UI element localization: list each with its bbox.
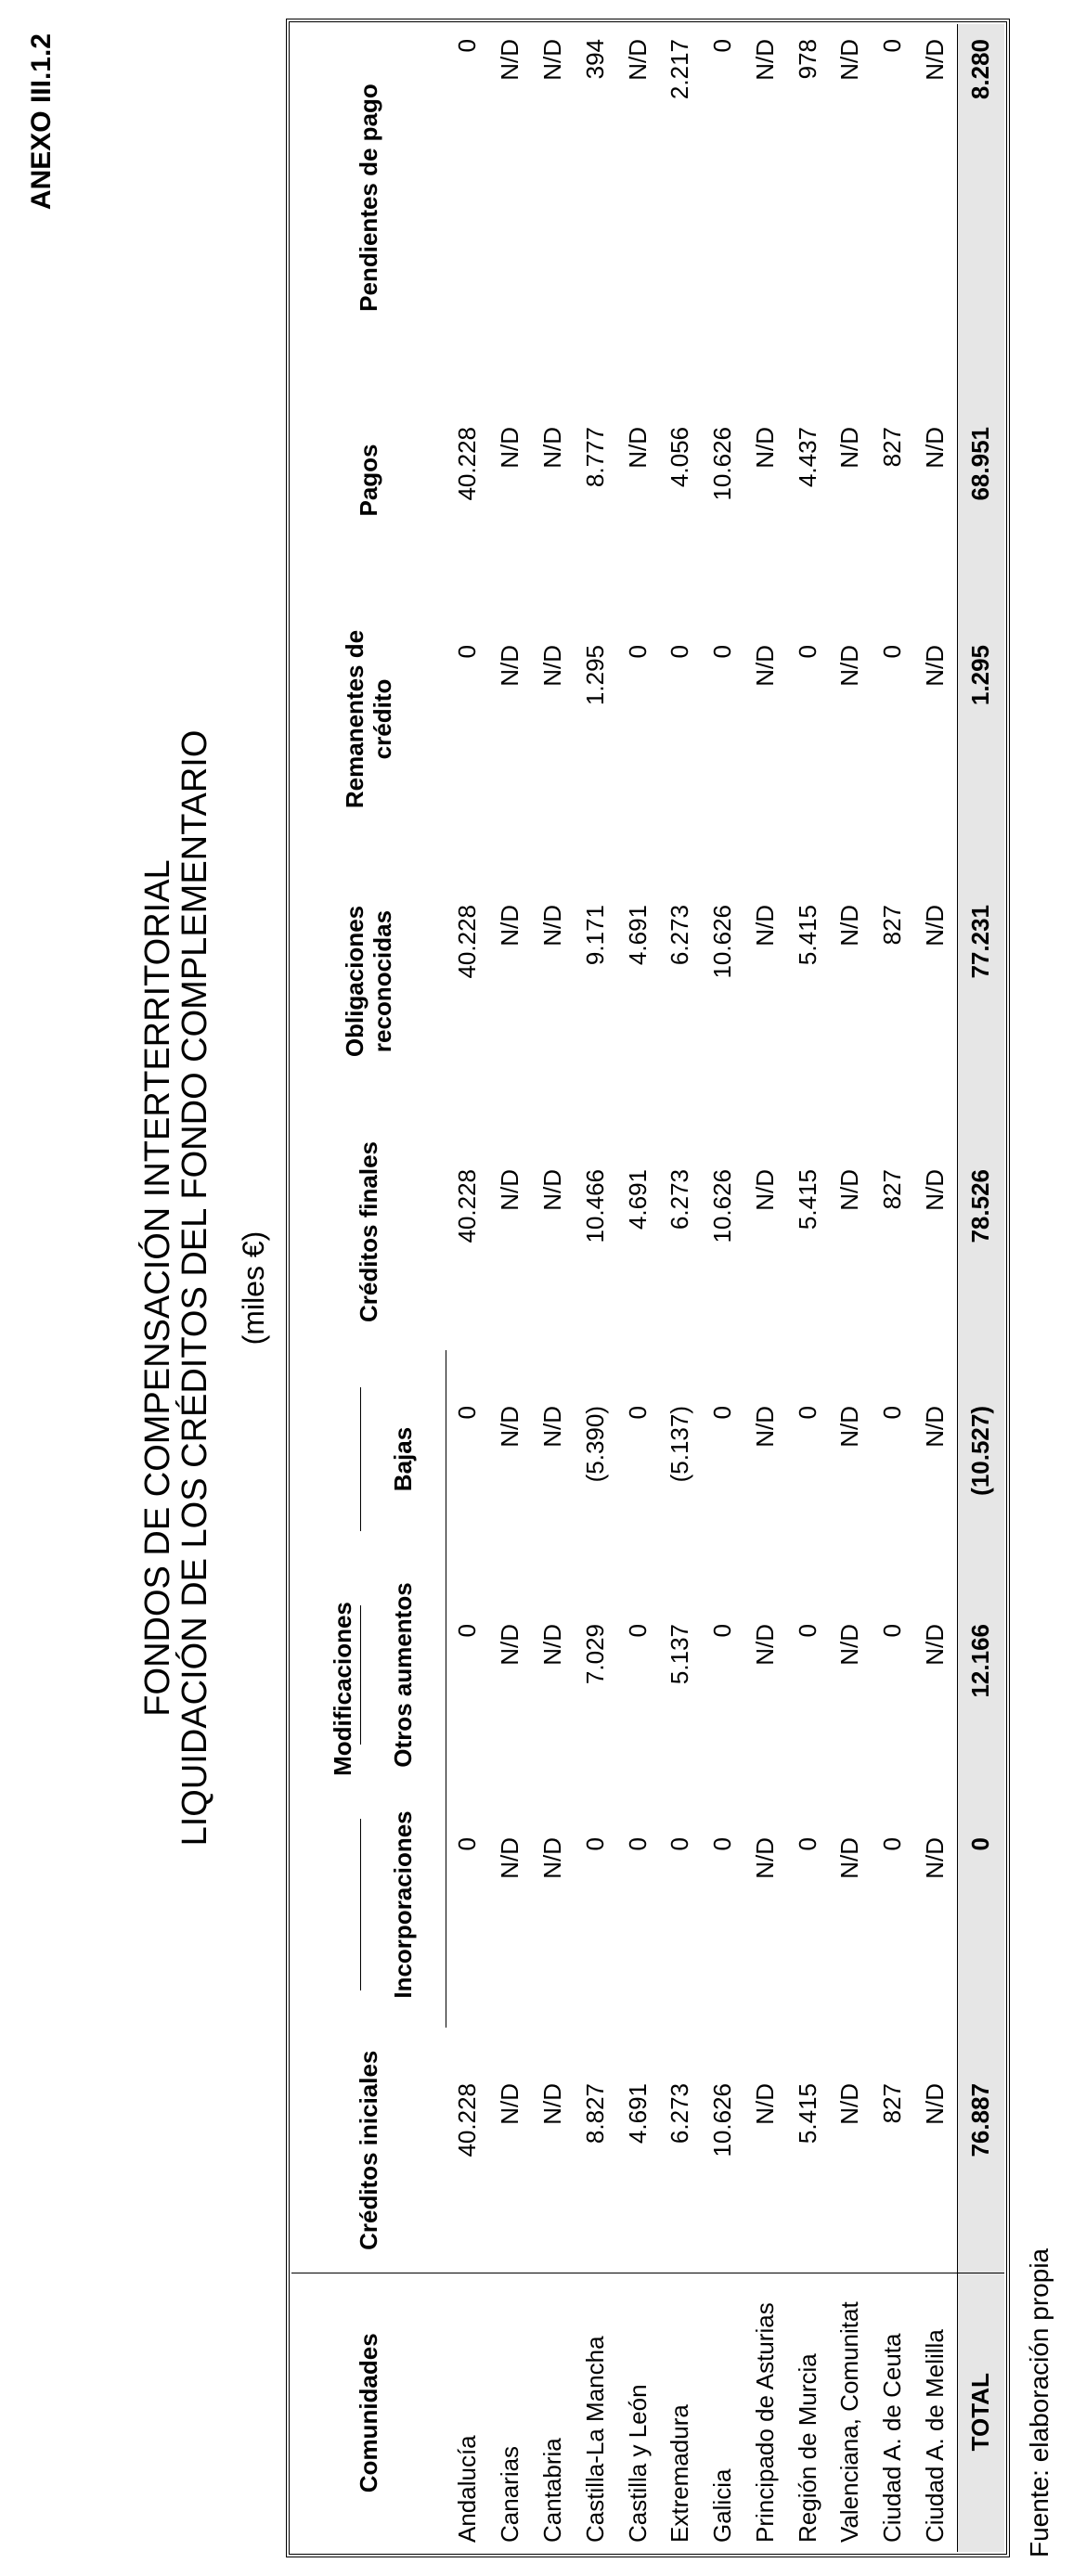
value-cell: 0 <box>708 1837 737 1851</box>
value-cell: N/D <box>750 905 779 947</box>
value-cell: N/D <box>921 1406 950 1448</box>
value-cell: N/D <box>921 1837 950 1879</box>
value-cell: N/D <box>538 2083 567 2125</box>
value-cell: N/D <box>750 2083 779 2125</box>
value-cell: N/D <box>835 39 864 81</box>
value-cell: N/D <box>835 645 864 687</box>
value-cell: 5.137 <box>666 1624 694 1685</box>
value-cell: N/D <box>623 427 652 469</box>
table-row <box>616 24 659 2552</box>
value-cell: 4.056 <box>666 427 694 488</box>
value-cell: N/D <box>496 645 524 687</box>
table-row <box>446 24 489 2552</box>
liquidation-table <box>291 24 1004 2552</box>
value-cell: N/D <box>750 1837 779 1879</box>
value-cell: 0 <box>708 1406 737 1420</box>
header-comunidades: Comunidades <box>291 2273 446 2552</box>
header-obligaciones-reconocidas: Obligaciones reconocidas <box>341 905 397 1058</box>
value-cell: 1.295 <box>580 645 609 706</box>
value-cell: 0 <box>793 645 821 659</box>
value-cell: (5.390) <box>580 1406 609 1483</box>
value-cell: 0 <box>878 39 907 53</box>
value-cell: N/D <box>921 1624 950 1666</box>
value-cell: 827 <box>878 905 907 946</box>
table-body <box>446 24 1005 2552</box>
table-frame <box>286 19 1010 2557</box>
value-cell: 0 <box>708 1624 737 1638</box>
value-cell: N/D <box>496 905 524 947</box>
value-cell: N/D <box>496 1624 524 1666</box>
total-row <box>957 24 1004 2552</box>
comunidad-cell: TOTAL <box>957 2273 1004 2552</box>
header-modificaciones <box>291 1350 360 2028</box>
header-pendientes-de-pago: Pendientes de pago <box>355 84 383 312</box>
value-cell: 0 <box>878 1406 907 1420</box>
table-row <box>829 24 872 2552</box>
value-cell: N/D <box>496 1837 524 1879</box>
value-cell: 78.526 <box>957 1114 1004 1350</box>
value-cell: 1.295 <box>957 589 1004 849</box>
value-cell: 0 <box>453 1406 482 1420</box>
comunidad-cell: Canarias <box>489 2273 532 2552</box>
comunidad-cell: Castilla y León <box>616 2273 659 2552</box>
value-cell: 0 <box>793 1406 821 1420</box>
comunidad-cell: Cantabria <box>532 2273 575 2552</box>
value-cell: 40.228 <box>453 1169 482 1243</box>
table-row <box>872 24 914 2552</box>
value-cell: 0 <box>453 39 482 53</box>
comunidad-cell: Valenciana, Comunitat <box>829 2273 872 2552</box>
value-cell: 0 <box>878 645 907 659</box>
header-bajas: Bajas <box>360 1350 446 1568</box>
value-cell: 8.777 <box>580 427 609 488</box>
value-cell: N/D <box>750 1169 779 1211</box>
table-row <box>574 24 616 2552</box>
value-cell: 5.415 <box>793 2083 821 2145</box>
value-cell: N/D <box>921 645 950 687</box>
value-cell: 0 <box>453 1624 482 1638</box>
comunidad-cell: Principado de Asturias <box>744 2273 787 2552</box>
value-cell: 9.171 <box>580 905 609 966</box>
value-cell: N/D <box>835 427 864 469</box>
value-cell: 827 <box>878 1169 907 1210</box>
value-cell: 0 <box>453 1837 482 1851</box>
table-row <box>702 24 744 2552</box>
table-row <box>489 24 532 2552</box>
value-cell: 0 <box>453 645 482 659</box>
value-cell: 4.691 <box>623 1169 652 1230</box>
value-cell: 4.691 <box>623 905 652 966</box>
value-cell: 0 <box>793 1837 821 1851</box>
value-cell: N/D <box>623 39 652 81</box>
value-cell: 827 <box>878 2083 907 2124</box>
table-row <box>786 24 829 2552</box>
value-cell: 40.228 <box>453 427 482 501</box>
value-cell: 5.415 <box>793 1169 821 1230</box>
value-cell: 0 <box>623 1837 652 1851</box>
value-cell: N/D <box>538 905 567 947</box>
value-cell: N/D <box>835 905 864 947</box>
value-cell: N/D <box>835 1624 864 1666</box>
value-cell: 978 <box>793 39 821 80</box>
comunidad-cell: Andalucía <box>446 2273 489 2552</box>
value-cell: N/D <box>835 2083 864 2125</box>
value-cell: 77.231 <box>957 849 1004 1114</box>
value-cell: 0 <box>623 1624 652 1638</box>
value-cell: N/D <box>835 1406 864 1448</box>
value-cell: N/D <box>921 1169 950 1211</box>
header-creditos-finales: Créditos finales <box>355 1140 383 1323</box>
value-cell: N/D <box>750 645 779 687</box>
header-creditos-iniciales: Créditos iniciales <box>355 2050 383 2250</box>
value-cell: 0 <box>623 645 652 659</box>
value-cell: 394 <box>580 39 609 80</box>
value-cell: 12.166 <box>957 1568 1004 1782</box>
comunidad-cell: Región de Murcia <box>786 2273 829 2552</box>
table-row <box>914 24 957 2552</box>
annex-label: ANEXO III.1.2 <box>26 33 57 211</box>
value-cell: N/D <box>538 1837 567 1879</box>
value-cell: 10.626 <box>708 2083 737 2157</box>
value-cell: 68.951 <box>957 371 1004 589</box>
units-label: (miles €) <box>237 1230 270 1346</box>
value-cell: N/D <box>538 1169 567 1211</box>
value-cell: 0 <box>666 645 694 659</box>
value-cell: 6.273 <box>666 905 694 966</box>
comunidad-cell: Galicia <box>702 2273 744 2552</box>
value-cell: 7.029 <box>580 1624 609 1685</box>
value-cell: 40.228 <box>453 905 482 979</box>
value-cell: 6.273 <box>666 1169 694 1230</box>
document-title <box>139 0 213 2576</box>
value-cell: 2.217 <box>666 39 694 100</box>
value-cell: 0 <box>623 1406 652 1420</box>
value-cell: 10.626 <box>708 427 737 501</box>
value-cell: N/D <box>538 645 567 687</box>
value-cell: 4.691 <box>623 2083 652 2145</box>
value-cell: N/D <box>750 1406 779 1448</box>
value-cell: N/D <box>496 1169 524 1211</box>
table-row <box>659 24 702 2552</box>
value-cell: 10.626 <box>708 905 737 979</box>
header-remanentes-de-credito: Remanentes de crédito <box>341 629 397 809</box>
value-cell: 5.415 <box>793 905 821 966</box>
table-row <box>744 24 787 2552</box>
value-cell: N/D <box>538 427 567 469</box>
table-row <box>532 24 575 2552</box>
value-cell: N/D <box>921 905 950 947</box>
header-otros-aumentos: Otros aumentos <box>360 1568 446 1782</box>
comunidad-cell: Castilla-La Mancha <box>574 2273 616 2552</box>
value-cell: N/D <box>921 2083 950 2125</box>
value-cell: N/D <box>538 39 567 81</box>
value-cell: N/D <box>496 39 524 81</box>
value-cell: N/D <box>835 1837 864 1879</box>
value-cell: (10.527) <box>957 1350 1004 1568</box>
value-cell: N/D <box>921 427 950 469</box>
value-cell: 76.887 <box>957 2028 1004 2273</box>
value-cell: N/D <box>750 427 779 469</box>
value-cell: (5.137) <box>666 1406 694 1483</box>
header-pagos: Pagos <box>355 444 383 517</box>
value-cell: 0 <box>878 1624 907 1638</box>
value-cell: 4.437 <box>793 427 821 488</box>
value-cell: N/D <box>496 1406 524 1448</box>
value-cell: 6.273 <box>666 2083 694 2145</box>
value-cell: 0 <box>793 1624 821 1638</box>
value-cell: 40.228 <box>453 2083 482 2157</box>
value-cell: N/D <box>750 1624 779 1666</box>
value-cell: 0 <box>580 1837 609 1851</box>
value-cell: N/D <box>835 1169 864 1211</box>
source-note: Fuente: elaboración propia <box>1025 2248 1054 2557</box>
value-cell: 8.827 <box>580 2083 609 2145</box>
value-cell: N/D <box>496 2083 524 2125</box>
value-cell: 0 <box>957 1782 1004 2028</box>
value-cell: 8.280 <box>957 24 1004 371</box>
value-cell: N/D <box>496 427 524 469</box>
comunidad-cell: Ciudad A. de Melilla <box>914 2273 957 2552</box>
value-cell: 0 <box>708 39 737 53</box>
value-cell: 827 <box>878 427 907 468</box>
comunidad-cell: Ciudad A. de Ceuta <box>872 2273 914 2552</box>
title-line-1: FONDOS DE COMPENSACIÓN INTERTERRITORIAL <box>138 859 177 1717</box>
value-cell: 0 <box>708 645 737 659</box>
title-line-2: LIQUIDACIÓN DE LOS CRÉDITOS DEL FONDO COMPLEMENTARIO <box>175 729 214 1847</box>
value-cell: 10.466 <box>580 1169 609 1243</box>
value-cell: 0 <box>666 1837 694 1851</box>
value-cell: N/D <box>921 39 950 81</box>
value-cell: N/D <box>538 1624 567 1666</box>
value-cell: 0 <box>878 1837 907 1851</box>
value-cell: N/D <box>750 39 779 81</box>
value-cell: N/D <box>538 1406 567 1448</box>
value-cell: 10.626 <box>708 1169 737 1243</box>
header-incorporaciones: Incorporaciones <box>360 1782 446 2028</box>
comunidad-cell: Extremadura <box>659 2273 702 2552</box>
header-modificaciones-label: Modificaciones <box>329 1602 356 1776</box>
